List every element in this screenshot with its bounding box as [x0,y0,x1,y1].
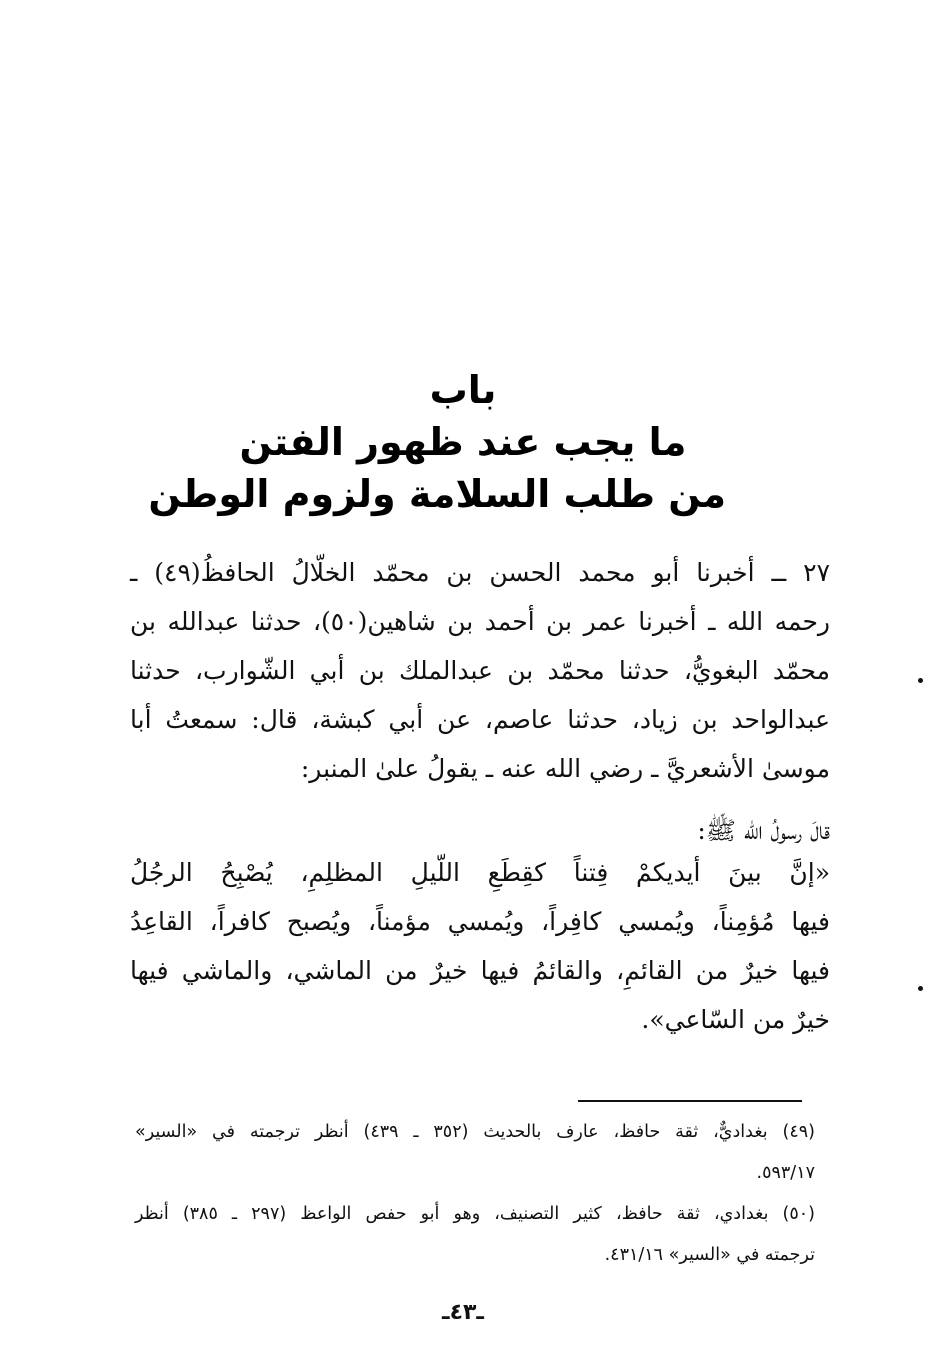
chapter-heading-line-2: ما يجب عند ظهور الفتن [239,420,687,464]
footnote-line: (٥٠) بغدادي، ثقة حافظ، كثير التصنيف، وهو أبو حفص الواعظ (٢٩٧ ـ ٣٨٥) أنظر [135,1204,815,1224]
text-line: قالَ رسولُ الله ﷺ: [697,816,830,845]
hadith-text [130,848,830,1044]
footnote-line: ترجمته في «السير» ٤٣١/١٦. [604,1245,815,1265]
footnote-50 [135,1194,815,1276]
isnad-paragraph [130,548,830,793]
text-line: خيرٌ من السّاعي». [641,1005,830,1034]
chapter-heading-line-3: من طلب السلامة ولزوم الوطن [148,472,726,516]
footnotes [135,1112,815,1276]
text-line: فيها خيرٌ من القائمِ، والقائمُ فيها خيرٌ من الماشي، والماشي فيها [130,956,830,985]
text-line: رحمه الله ـ أخبرنا عمر بن أحمد بن شاهين(٥٠)، حدثنا عبدالله بن [130,607,830,636]
text-line: محمّد البغويُّ، حدثنا محمّد بن عبدالملك بن أبي الشّوارب، حدثنا [130,656,830,685]
margin-mark [918,986,923,991]
footnote-49 [135,1112,815,1194]
margin-mark [918,678,923,683]
footnote-line: ٥٩٣/١٧. [756,1163,815,1183]
page-number: ـ٤٣ـ [442,1300,484,1325]
text-line: «إنَّ بينَ أيديكمْ فِتناً كقِطَعِ اللّيلِ المظلِمِ، يُصْبِحُ الرجُلُ [130,858,830,887]
text-line: فيها مُؤمِناً، ويُمسي كافِراً، ويُمسي مؤمناً، ويُصبح كافراً، القاعِدُ [130,907,830,936]
text-line: عبدالواحد بن زياد، حدثنا عاصم، عن أبي كبشة، قال: سمعتُ أبا [130,705,830,734]
chapter-heading-line-1: باب [429,368,497,412]
text-line: ٢٧ ــ أخبرنا أبو محمد الحسن بن محمّد الخلّالُ الحافظُ(٤٩) ـ [130,558,830,587]
text-line: موسىٰ الأشعريَّ ـ رضي الله عنه ـ يقولُ علىٰ المنبر: [300,754,830,783]
footnote-line: (٤٩) بغداديٌّ، ثقة حافظ، عارف بالحديث (٣٥٢ ـ ٤٣٩) أنظر ترجمته في «السير» [135,1122,815,1142]
footnote-divider [578,1100,802,1102]
